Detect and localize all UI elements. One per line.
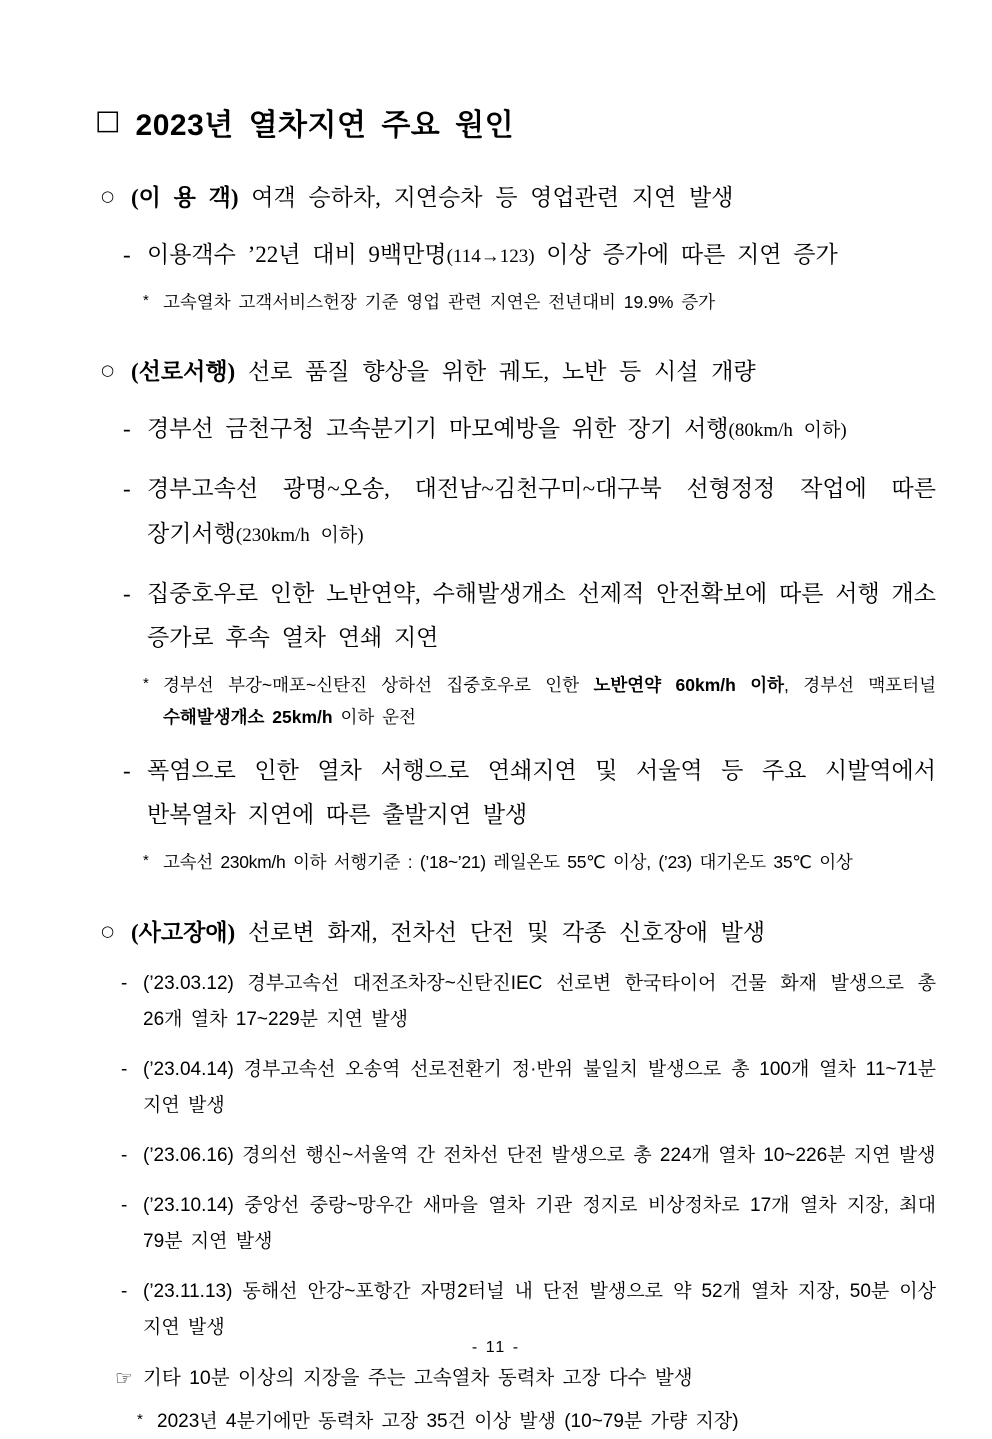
dash-bullet-icon: - — [121, 1145, 128, 1167]
section-heading — [101, 915, 936, 952]
heading-rest: 선로 품질 향상을 위한 궤도, 노반 등 시설 개량 — [247, 359, 756, 385]
footnote-segment: , 경부선 맥포터널 — [784, 675, 937, 696]
footnote-item — [143, 287, 936, 319]
dash-bullet-icon: - — [121, 1058, 128, 1080]
list-item — [123, 233, 936, 277]
section-heading-text — [131, 180, 936, 217]
page-title-text: 2023년 열차지연 주요 원인 — [135, 109, 515, 142]
section-heading — [101, 354, 936, 391]
list-item — [123, 407, 936, 451]
page-number: - 11 - — [471, 1339, 521, 1356]
incident-item — [121, 1188, 936, 1260]
section-accidents — [95, 915, 936, 1439]
heading-keyword: (선로서행) — [131, 359, 236, 385]
list-item — [123, 749, 936, 837]
list-item-text — [147, 407, 936, 451]
section-heading — [101, 180, 936, 217]
footnote-item — [137, 1406, 936, 1438]
footnote-segment: 경부선 부강~매포~신탄진 상하선 집중호우로 인한 — [163, 675, 594, 696]
item-text: 경부고속선 광명~오송, 대전남~김천구미~대구북 선형정정 작업에 따른 장기서행 — [147, 476, 936, 546]
circle-bullet-icon: ○ — [101, 921, 115, 940]
heading-rest: 선로변 화재, 전차선 단전 및 각종 신호장애 발생 — [247, 919, 766, 945]
incident-item — [121, 1274, 936, 1346]
incident-text: (’23.03.12) 경부고속선 대전조차장~신탄진IEC 선로변 한국타이어 건물 화재 발생으로 총 26개 열차 17~229분 지연 발생 — [143, 972, 936, 1030]
item-text: 이용객수 ’22년 대비 9백만명 — [147, 241, 447, 267]
asterisk-icon: * — [143, 675, 149, 693]
item-text-small: (114→123) — [446, 245, 535, 267]
dash-bullet-icon: - — [123, 476, 131, 502]
heading-keyword: (이 용 객) — [131, 185, 239, 210]
heading-rest: 여객 승하차, 지연승차 등 영업관련 지연 발생 — [251, 185, 734, 210]
pointing-hand-icon: ☞ — [115, 1368, 133, 1391]
item-text: 경부선 금천구청 고속분기기 마모예방을 위한 장기 서행 — [147, 416, 729, 442]
list-item-text — [147, 233, 936, 277]
incident-item — [121, 966, 936, 1038]
asterisk-icon: * — [137, 1411, 143, 1429]
asterisk-icon: * — [143, 852, 149, 870]
incident-text: (’23.04.14) 경부고속선 오송역 선로전환기 정·반위 불일치 발생으로 총 100개 열차 11~71분 지연 발생 — [143, 1058, 936, 1116]
section-heading-text — [131, 915, 936, 952]
incident-text: (’23.06.16) 경의선 행신~서울역 간 전차선 단전 발생으로 총 224개 열차 10~226분 지연 발생 — [143, 1145, 936, 1167]
dash-bullet-icon: - — [123, 241, 131, 267]
dash-bullet-icon: - — [121, 1281, 128, 1303]
footnote-bold: 노반연약 60km/h 이하 — [593, 675, 785, 696]
incident-item — [121, 1138, 936, 1174]
dash-bullet-icon: - — [123, 580, 131, 606]
dash-bullet-icon: - — [121, 972, 128, 994]
circle-bullet-icon: ○ — [101, 361, 115, 380]
section-heading-text — [131, 354, 936, 391]
page-title — [95, 100, 936, 144]
pointer-note-text: 기타 10분 이상의 지장을 주는 고속열차 동력차 고장 다수 발생 — [143, 1367, 693, 1390]
footnote-item — [143, 670, 936, 733]
dash-bullet-icon: - — [123, 758, 131, 784]
footnote-bold: 수해발생개소 25km/h — [163, 706, 333, 727]
item-text-small: (230km/h 이하) — [235, 524, 364, 546]
incident-item — [121, 1052, 936, 1124]
circle-bullet-icon: ○ — [101, 187, 115, 205]
list-item-text: 집중호우로 인한 노반연약, 수해발생개소 선제적 안전확보에 따른 서행 개소 증가로 후속 열차 연쇄 지연 — [147, 580, 936, 650]
item-text: 이상 증가에 따른 지연 증가 — [534, 241, 838, 267]
footnote-item — [143, 847, 936, 879]
footnote-text: 고속선 230km/h 이하 서행기준 : (’18~’21) 레일온도 55℃ 이상, (’23) 대기온도 35℃ 이상 — [163, 852, 853, 873]
list-item — [123, 572, 936, 660]
section-passengers — [95, 180, 936, 318]
list-item-text: 폭염으로 인한 열차 서행으로 연쇄지연 및 서울역 등 주요 시발역에서 반복열차 지연에 따른 출발지연 발생 — [147, 758, 936, 828]
footnote-segment: 이하 운전 — [332, 706, 416, 727]
square-bullet-icon: □ — [95, 104, 121, 136]
list-item — [123, 467, 936, 555]
footnote-text — [163, 670, 936, 733]
footnote-text: 2023년 4분기에만 동력차 고장 35건 이상 발생 (10~79분 가량 지장) — [157, 1411, 739, 1433]
item-text-small: (80km/h 이하) — [728, 420, 847, 442]
list-item-text — [147, 467, 936, 555]
dash-bullet-icon: - — [123, 416, 131, 442]
section-track-slowdown — [95, 354, 936, 878]
asterisk-icon: * — [143, 291, 149, 309]
dash-bullet-icon: - — [121, 1195, 128, 1217]
footnote-text: 고속열차 고객서비스헌장 기준 영업 관련 지연은 전년대비 19.9% 증가 — [163, 291, 716, 312]
incident-text: (’23.10.14) 중앙선 중랑~망우간 새마을 열차 기관 정지로 비상정차로 17개 열차 지장, 최대 79분 지연 발생 — [143, 1195, 936, 1253]
incident-text: (’23.11.13) 동해선 안강~포항간 자명2터널 내 단전 발생으로 약 52개 열차 지장, 50분 이상 지연 발생 — [143, 1281, 936, 1339]
pointer-note — [115, 1362, 936, 1396]
heading-keyword: (사고장애) — [131, 919, 236, 945]
